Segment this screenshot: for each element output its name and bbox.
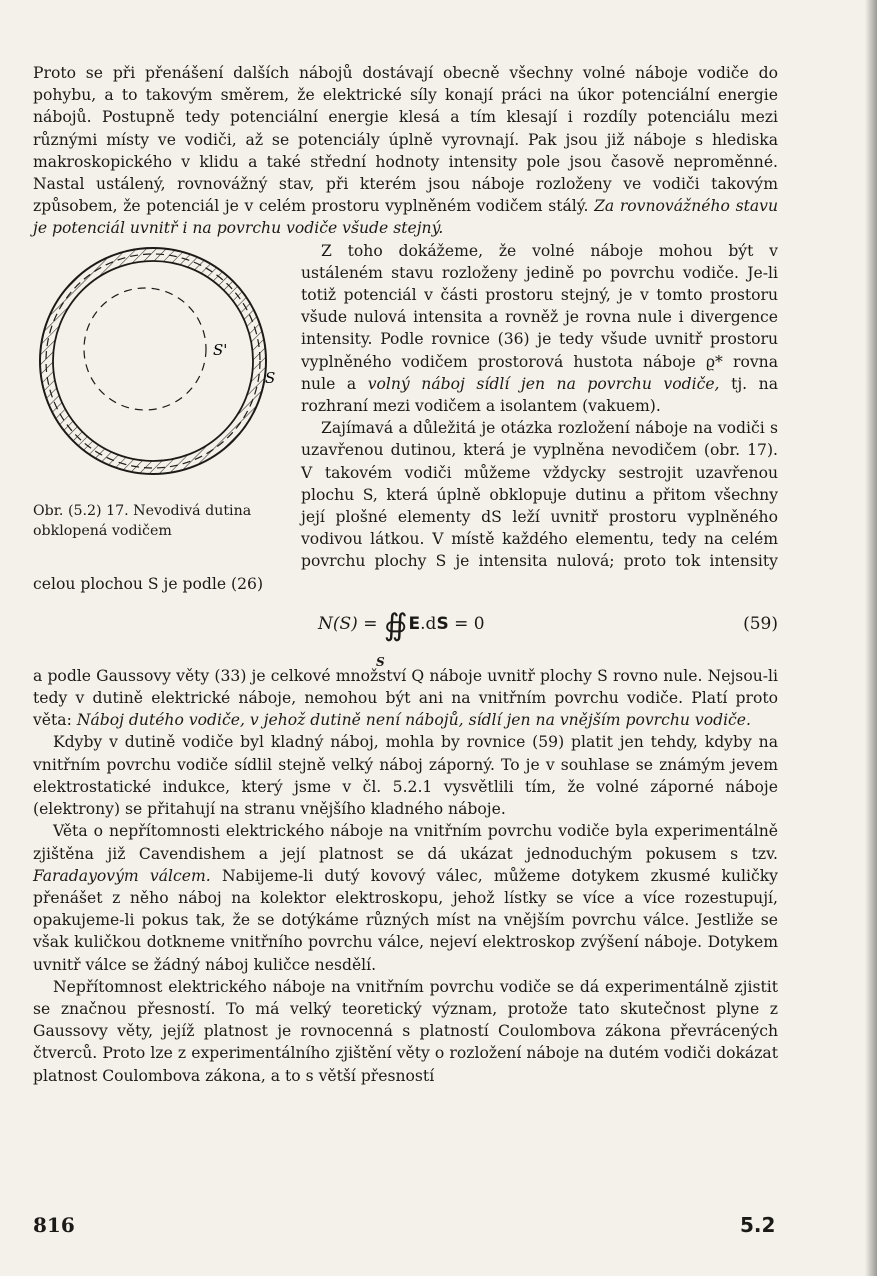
paragraph-7: Nepřítomnost elektrického náboje na vnitřním povrchu vodiče se dá experimentálně zjistit se značnou přesností. To má velký teoretický význam, protože tato skutečnost plyne z Gaussovy věty, jejíž platnost je rovnocenná s platností Coulombova zákona převrácených čtverců. Proto lze z experimentálního zjištění věty o rozložení náboje na dutém vodiči dokázat platnost Coulombova zákona, a to s větší přesností — [33, 977, 778, 1085]
conductor-cavity-diagram — [33, 243, 285, 493]
equation-body — [318, 607, 485, 669]
paragraph-2-italic: volný náboj sídlí jen na povrchu vodiče, — [367, 374, 720, 393]
paragraph-6 — [33, 820, 778, 975]
equation-dot-d: .d — [420, 613, 437, 634]
paragraph-4 — [33, 665, 778, 732]
page-number: 816 — [33, 1213, 75, 1237]
paragraph-3: Zajímavá a důležitá je otázka rozložení náboje na vodiči s uzavřenou dutinou, která je vyplněna nevodičem (obr. 17). V takovém vodiči můžeme vždycky sestrojit uzavřenou plochu S, která úplně obklopuje dutinu a přitom všechny její plošné elementy dS leží uvnitř prostoru vyplněného vodivou látkou. V místě každého elementu, tedy na celém povrchu plochy S je intensita nulová; proto tok intensity celou plochou S je podle (26) — [33, 419, 778, 593]
paragraph-6-end: Nabijeme-li dutý kovový válec, můžeme dotykem zkusmé kuličky přenášet z něho náboj na kolektor elektroskopu, jehož lístky se více a více rozestupují, opakujeme-li pokus tak, že se dotýkáme různých míst na vnějším povrchu válce. Jestliže se však kuličkou dotkneme vnitřního povrchu válce, nejeví elektroskop zvýšení náboje. Dotykem uvnitř válce se žádný náboj kuličce nesdělí. — [33, 866, 778, 974]
vector-s: S — [436, 613, 449, 634]
surface-integral-sign: ∯ — [383, 607, 408, 643]
label-s: S — [265, 368, 276, 387]
paragraph-4-italic: Náboj dutého vodiče, v jehož dutině není nábojů, sídlí jen na vnějším povrchu vodiče. — [76, 711, 751, 730]
label-s-prime: S' — [213, 340, 228, 359]
equation-rhs: = 0 — [448, 613, 485, 634]
paragraph-2-text: Z toho dokážeme, že volné náboje mohou být v ustáleném stavu rozloženy jedině po povrchu vodiče. Je-li totiž potenciál v části prostoru stejný, je v tomto prostoru všude nulová intensita a rovněž je rovna nule i divergence intensity. Podle rovnice (36) je tedy všude uvnitř prostoru vyplněného vodičem prostorová hustota náboje ϱ* rovna nule a — [301, 241, 778, 393]
equation-number: (59) — [743, 613, 778, 634]
paragraph-5: Kdyby v dutině vodiče byl kladný náboj, mohla by rovnice (59) platit jen tehdy, kdyby na vnitřním povrchu vodiče sídlil stejně velký náboj záporný. To je v souhlase se známým jevem elektrostatické indukce, který jsme v čl. 5.2.1 vysvětlili tím, že volné záporné náboje (elektrony) se přitahují na stranu vnějšího kladného náboje. — [33, 733, 778, 819]
page-edge-shadow — [865, 0, 877, 1276]
figure-caption: Obr. (5.2) 17. Nevodivá dutina obklopená vodičem — [33, 502, 252, 539]
section-number: 5.2 — [740, 1213, 776, 1237]
paragraph-2-end: tj. na rozhraní mezi vodičem a isolantem (vakuem). — [301, 374, 779, 416]
page-text — [33, 62, 778, 1087]
paragraph-1-text: Proto se při přenášení dalších nábojů dostávají obecně všechny volné náboje vodiče do pohybu, a to takovým směrem, že elektrické síly konají práci na úkor potenciální energie nábojů. Postupně tedy potenciální energie klesá a tím klesají i rozdíly potenciálu mezi různými místy ve vodiči, až se potenciály úplně vyrovnají. Pak jsou již náboje s hlediska makroskopického v klidu a také střední hodnoty intensity pole jsou časově neproměnné. Nastal ustálený, rovnovážný stav, při kterém jsou náboje rozloženy ve vodiči takovým způsobem, že potenciál je v celém prostoru vyplněném vodičem stálý. — [33, 64, 778, 216]
paragraph-6-text: Věta o nepřítomnosti elektrického náboje na vnitřním povrchu vodiče byla experimentálně zjištěna již Cavendishem a její platnost se dá ukázat jednoduchým pokusem s tzv. — [33, 822, 778, 863]
equation-59 — [33, 597, 778, 669]
integral-subscript: S — [376, 654, 385, 669]
paragraph-6-italic: Faradayovým válcem. — [33, 866, 211, 885]
paragraph-1 — [33, 62, 778, 240]
figure-17 — [33, 243, 285, 551]
paragraph-4-text: a podle Gaussovy věty (33) je celkové množství Q náboje uvnitř plochy S rovno nule. Nejsou-li tedy v dutině elektrické náboje, nemohou být ani na vnitřním povrchu vodiče. Platí proto věta: — [33, 666, 778, 730]
equation-lhs: N(S) = — [318, 613, 378, 634]
paragraph-1-italic: Za rovnovážného stavu je potenciál uvnitř i na povrchu vodiče všude stejný. — [33, 197, 778, 238]
vector-e: E — [408, 613, 421, 634]
inner-surface — [53, 261, 253, 461]
